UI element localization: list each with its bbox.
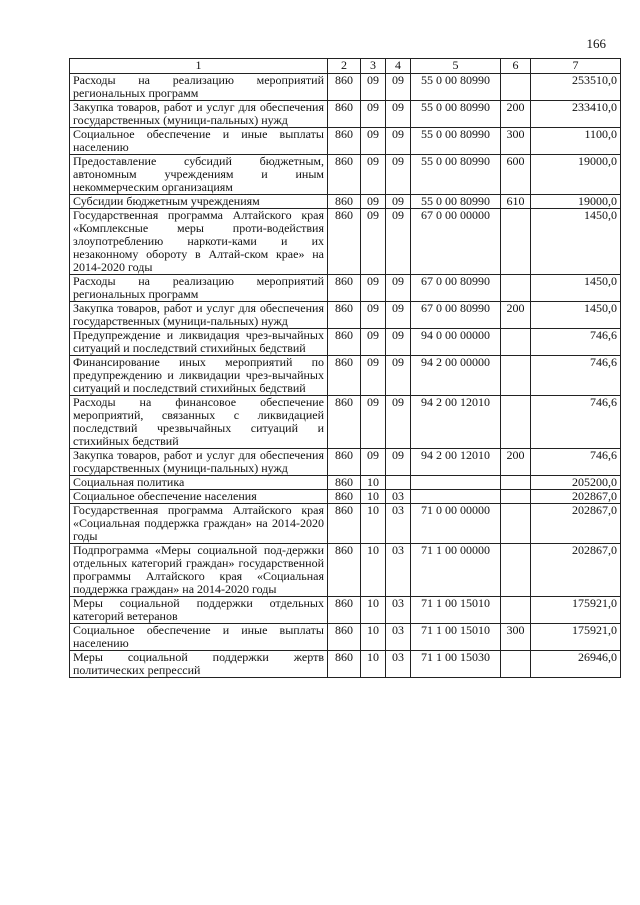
subsection-code-cell — [386, 476, 411, 490]
target-item-cell: 67 0 00 00000 — [411, 209, 501, 275]
page-number: 166 — [586, 36, 606, 51]
amount-cell: 205200,0 — [531, 476, 621, 490]
section-code-cell: 10 — [361, 651, 386, 678]
ministry-code-cell: 860 — [328, 329, 361, 356]
section-code-cell: 10 — [361, 476, 386, 490]
amount-cell: 1100,0 — [531, 128, 621, 155]
expense-type-cell — [501, 275, 531, 302]
table-row — [70, 476, 621, 490]
ministry-code-cell: 860 — [328, 74, 361, 101]
column-header: 7 — [531, 59, 621, 74]
subsection-code-cell: 09 — [386, 101, 411, 128]
column-header: 3 — [361, 59, 386, 74]
expense-type-cell: 300 — [501, 624, 531, 651]
expense-type-cell — [501, 476, 531, 490]
expense-name-cell: Подпрограмма «Меры социальной под-держки отдельных категорий граждан» государственной программы Алтайского края «Социальная поддержка граждан» на 2014-2020 годы — [70, 544, 328, 597]
expense-name-cell: Меры социальной поддержки жертв политических репрессий — [70, 651, 328, 678]
ministry-code-cell: 860 — [328, 504, 361, 544]
section-code-cell: 09 — [361, 128, 386, 155]
amount-cell: 202867,0 — [531, 544, 621, 597]
table-row — [70, 195, 621, 209]
table-row — [70, 490, 621, 504]
expense-type-cell — [501, 329, 531, 356]
section-code-cell: 09 — [361, 101, 386, 128]
expense-type-cell — [501, 504, 531, 544]
amount-cell: 746,6 — [531, 449, 621, 476]
ministry-code-cell: 860 — [328, 490, 361, 504]
target-item-cell: 94 2 00 12010 — [411, 449, 501, 476]
budget-table — [69, 58, 621, 678]
ministry-code-cell: 860 — [328, 544, 361, 597]
expense-type-cell — [501, 356, 531, 396]
table-header-row — [70, 59, 621, 74]
expense-name-cell: Закупка товаров, работ и услуг для обеспечения государственных (муници-пальных) нужд — [70, 449, 328, 476]
table-row — [70, 209, 621, 275]
target-item-cell: 71 1 00 00000 — [411, 544, 501, 597]
subsection-code-cell: 09 — [386, 195, 411, 209]
table-row — [70, 624, 621, 651]
target-item-cell — [411, 490, 501, 504]
target-item-cell: 71 1 00 15010 — [411, 597, 501, 624]
amount-cell: 202867,0 — [531, 504, 621, 544]
subsection-code-cell: 03 — [386, 544, 411, 597]
section-code-cell: 10 — [361, 504, 386, 544]
subsection-code-cell: 09 — [386, 275, 411, 302]
target-item-cell: 71 1 00 15030 — [411, 651, 501, 678]
column-header: 6 — [501, 59, 531, 74]
expense-type-cell — [501, 490, 531, 504]
amount-cell: 175921,0 — [531, 597, 621, 624]
expense-name-cell: Расходы на реализацию мероприятий региональных программ — [70, 74, 328, 101]
expense-type-cell — [501, 209, 531, 275]
expense-name-cell: Социальное обеспечение населения — [70, 490, 328, 504]
expense-name-cell: Предоставление субсидий бюджетным, автономным учреждениям и иным некоммерческим организациям — [70, 155, 328, 195]
table-row — [70, 356, 621, 396]
expense-name-cell: Расходы на реализацию мероприятий региональных программ — [70, 275, 328, 302]
amount-cell: 26946,0 — [531, 651, 621, 678]
expense-type-cell — [501, 597, 531, 624]
table-row — [70, 275, 621, 302]
ministry-code-cell: 860 — [328, 624, 361, 651]
amount-cell: 233410,0 — [531, 101, 621, 128]
section-code-cell: 09 — [361, 195, 386, 209]
target-item-cell: 67 0 00 80990 — [411, 302, 501, 329]
expense-name-cell: Социальная политика — [70, 476, 328, 490]
table-row — [70, 101, 621, 128]
subsection-code-cell: 03 — [386, 651, 411, 678]
subsection-code-cell: 03 — [386, 597, 411, 624]
ministry-code-cell: 860 — [328, 275, 361, 302]
expense-name-cell: Государственная программа Алтайского края «Комплексные меры проти-водействия злоупотреблению наркоти-ками и их незаконному обороту в Алтай-ском крае» на 2014-2020 годы — [70, 209, 328, 275]
expense-name-cell: Государственная программа Алтайского края «Социальная поддержка граждан» на 2014-2020 годы — [70, 504, 328, 544]
amount-cell: 746,6 — [531, 356, 621, 396]
subsection-code-cell: 03 — [386, 624, 411, 651]
expense-type-cell: 600 — [501, 155, 531, 195]
subsection-code-cell: 09 — [386, 329, 411, 356]
expense-type-cell: 300 — [501, 128, 531, 155]
section-code-cell: 09 — [361, 209, 386, 275]
ministry-code-cell: 860 — [328, 128, 361, 155]
expense-name-cell: Расходы на финансовое обеспечение мероприятий, связанных с ликвидацией последствий чрезвычайных ситуаций и стихийных бедствий — [70, 396, 328, 449]
expense-type-cell — [501, 74, 531, 101]
ministry-code-cell: 860 — [328, 597, 361, 624]
expense-type-cell — [501, 544, 531, 597]
column-header: 5 — [411, 59, 501, 74]
ministry-code-cell: 860 — [328, 101, 361, 128]
section-code-cell: 10 — [361, 490, 386, 504]
section-code-cell: 09 — [361, 275, 386, 302]
target-item-cell: 55 0 00 80990 — [411, 74, 501, 101]
amount-cell: 1450,0 — [531, 275, 621, 302]
table-row — [70, 155, 621, 195]
amount-cell: 746,6 — [531, 329, 621, 356]
ministry-code-cell: 860 — [328, 449, 361, 476]
target-item-cell: 55 0 00 80990 — [411, 195, 501, 209]
target-item-cell: 94 2 00 00000 — [411, 356, 501, 396]
section-code-cell: 10 — [361, 597, 386, 624]
target-item-cell: 55 0 00 80990 — [411, 155, 501, 195]
target-item-cell: 67 0 00 80990 — [411, 275, 501, 302]
ministry-code-cell: 860 — [328, 476, 361, 490]
subsection-code-cell: 09 — [386, 449, 411, 476]
expense-name-cell: Закупка товаров, работ и услуг для обеспечения государственных (муници-пальных) нужд — [70, 302, 328, 329]
ministry-code-cell: 860 — [328, 302, 361, 329]
table-row — [70, 597, 621, 624]
subsection-code-cell: 09 — [386, 128, 411, 155]
table-row — [70, 544, 621, 597]
ministry-code-cell: 860 — [328, 356, 361, 396]
section-code-cell: 10 — [361, 624, 386, 651]
table-body — [70, 74, 621, 678]
ministry-code-cell: 860 — [328, 195, 361, 209]
subsection-code-cell: 09 — [386, 356, 411, 396]
amount-cell: 1450,0 — [531, 209, 621, 275]
expense-name-cell: Закупка товаров, работ и услуг для обеспечения государственных (муници-пальных) нужд — [70, 101, 328, 128]
section-code-cell: 09 — [361, 396, 386, 449]
target-item-cell: 71 0 00 00000 — [411, 504, 501, 544]
ministry-code-cell: 860 — [328, 651, 361, 678]
expense-name-cell: Субсидии бюджетным учреждениям — [70, 195, 328, 209]
amount-cell: 19000,0 — [531, 195, 621, 209]
table-row — [70, 329, 621, 356]
section-code-cell: 09 — [361, 155, 386, 195]
table-row — [70, 74, 621, 101]
target-item-cell — [411, 476, 501, 490]
expense-type-cell: 200 — [501, 449, 531, 476]
expense-type-cell: 200 — [501, 302, 531, 329]
expense-type-cell: 200 — [501, 101, 531, 128]
column-header: 2 — [328, 59, 361, 74]
amount-cell: 19000,0 — [531, 155, 621, 195]
target-item-cell: 94 0 00 00000 — [411, 329, 501, 356]
amount-cell: 746,6 — [531, 396, 621, 449]
amount-cell: 175921,0 — [531, 624, 621, 651]
target-item-cell: 71 1 00 15010 — [411, 624, 501, 651]
column-header: 1 — [70, 59, 328, 74]
section-code-cell: 09 — [361, 356, 386, 396]
subsection-code-cell: 09 — [386, 396, 411, 449]
subsection-code-cell: 09 — [386, 302, 411, 329]
ministry-code-cell: 860 — [328, 155, 361, 195]
section-code-cell: 10 — [361, 544, 386, 597]
section-code-cell: 09 — [361, 329, 386, 356]
target-item-cell: 55 0 00 80990 — [411, 101, 501, 128]
expense-type-cell — [501, 651, 531, 678]
table-row — [70, 449, 621, 476]
expense-name-cell: Меры социальной поддержки отдельных категорий ветеранов — [70, 597, 328, 624]
table-row — [70, 504, 621, 544]
amount-cell: 253510,0 — [531, 74, 621, 101]
ministry-code-cell: 860 — [328, 209, 361, 275]
target-item-cell: 55 0 00 80990 — [411, 128, 501, 155]
subsection-code-cell: 09 — [386, 209, 411, 275]
expense-name-cell: Финансирование иных мероприятий по предупреждению и ликвидации чрез-вычайных ситуаций и последствий стихийных бедствий — [70, 356, 328, 396]
table-row — [70, 128, 621, 155]
section-code-cell: 09 — [361, 302, 386, 329]
subsection-code-cell: 09 — [386, 155, 411, 195]
expense-type-cell: 610 — [501, 195, 531, 209]
subsection-code-cell: 03 — [386, 490, 411, 504]
column-header: 4 — [386, 59, 411, 74]
expense-name-cell: Предупреждение и ликвидация чрез-вычайных ситуаций и последствий стихийных бедствий — [70, 329, 328, 356]
amount-cell: 1450,0 — [531, 302, 621, 329]
expense-name-cell: Социальное обеспечение и иные выплаты населению — [70, 128, 328, 155]
ministry-code-cell: 860 — [328, 396, 361, 449]
target-item-cell: 94 2 00 12010 — [411, 396, 501, 449]
subsection-code-cell: 03 — [386, 504, 411, 544]
section-code-cell: 09 — [361, 449, 386, 476]
expense-type-cell — [501, 396, 531, 449]
table-row — [70, 396, 621, 449]
expense-name-cell: Социальное обеспечение и иные выплаты населению — [70, 624, 328, 651]
amount-cell: 202867,0 — [531, 490, 621, 504]
section-code-cell: 09 — [361, 74, 386, 101]
table-row — [70, 651, 621, 678]
table-row — [70, 302, 621, 329]
subsection-code-cell: 09 — [386, 74, 411, 101]
